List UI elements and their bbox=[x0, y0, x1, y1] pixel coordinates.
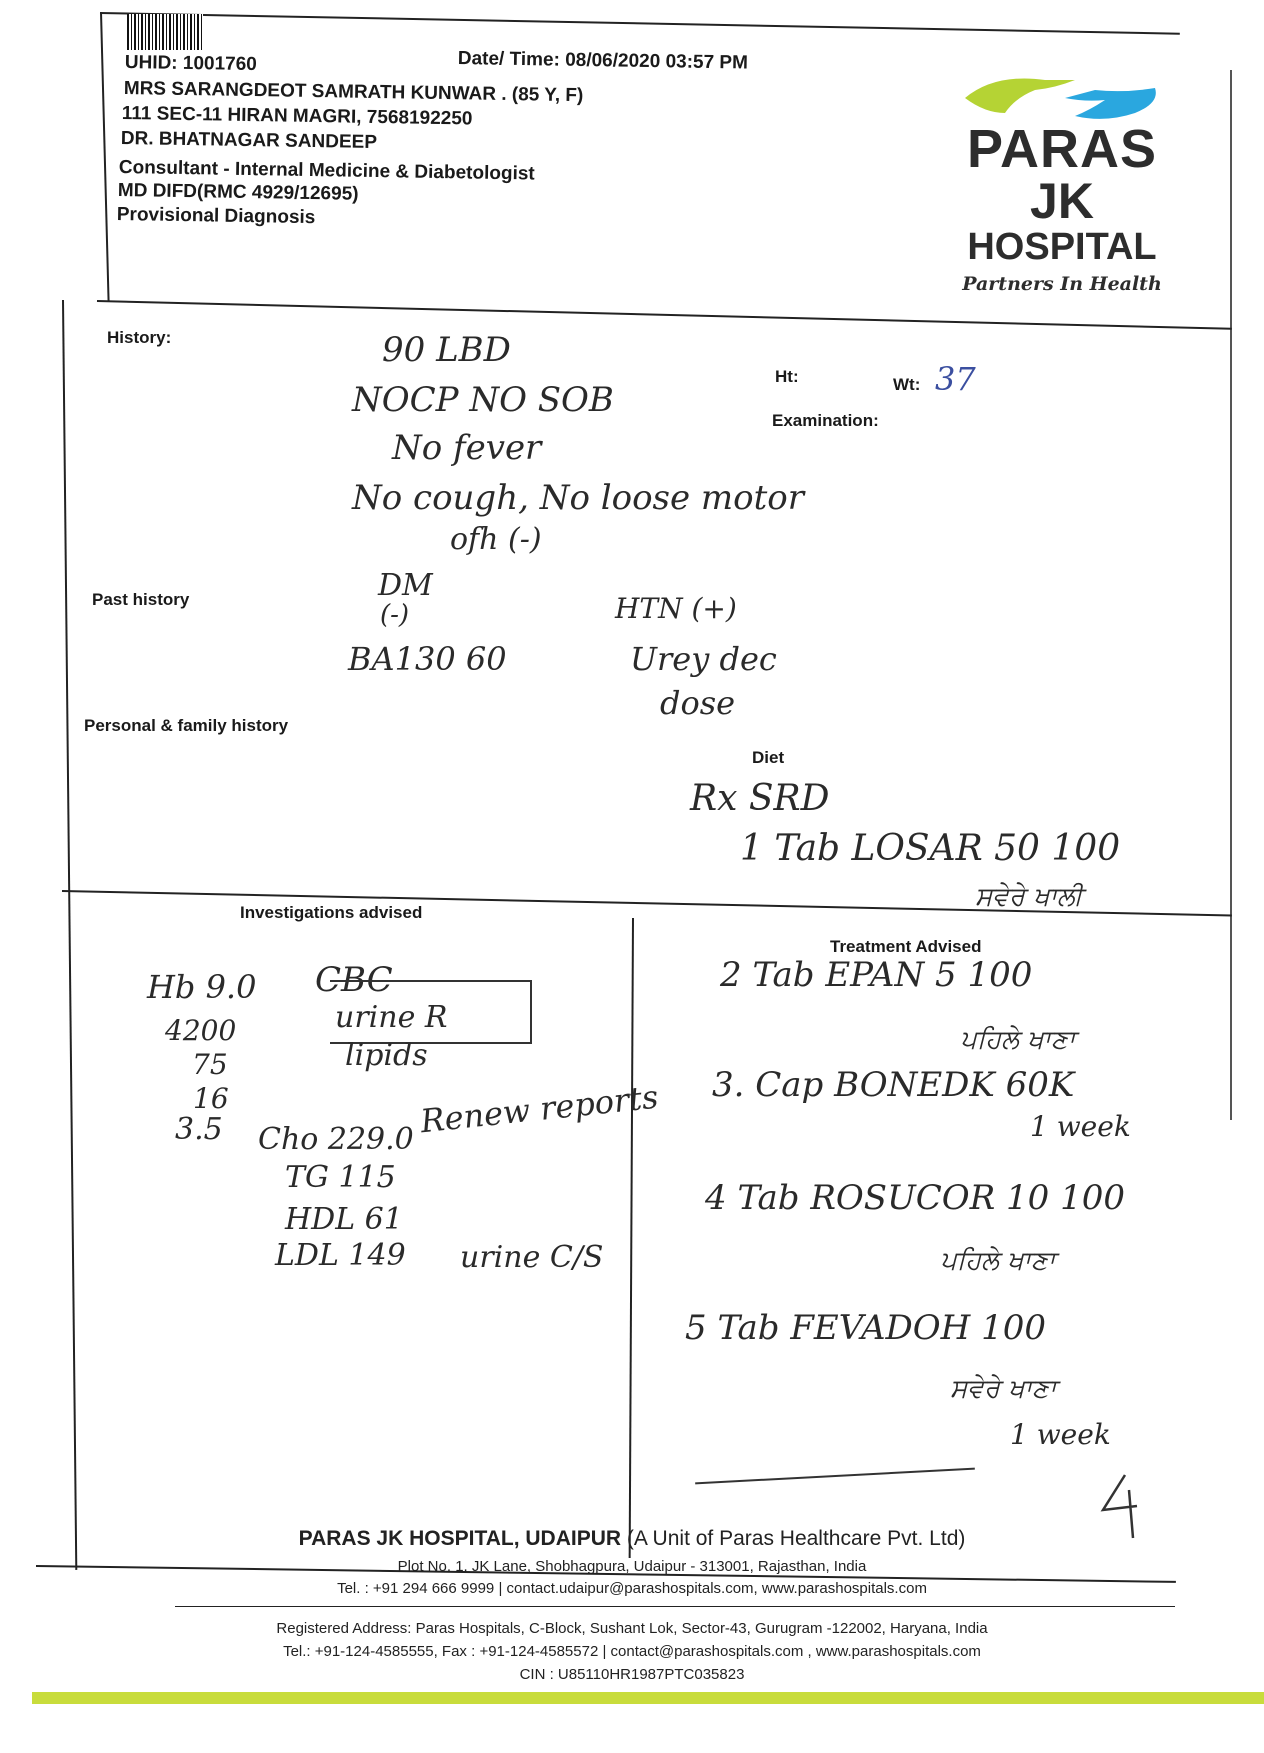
right-border bbox=[1230, 70, 1232, 1120]
logo-line-hospital: HOSPITAL bbox=[967, 226, 1157, 268]
past-history-line-3: BA130 60 bbox=[348, 640, 507, 678]
patient-name: MRS SARANGDEOT SAMRATH KUNWAR . (85 Y, F) bbox=[123, 78, 584, 107]
treatment-line-1: 2 Tab EPAN 5 100 bbox=[720, 955, 1033, 995]
hospital-logo bbox=[950, 68, 1170, 298]
left-border-lower bbox=[62, 300, 77, 1570]
treatment-line-6: ਪਹਿਲੇ ਖਾਣਾ bbox=[940, 1246, 1056, 1276]
barcode bbox=[127, 14, 203, 50]
footer-contact-2: Tel.: +91-124-4585555, Fax : +91-124-4585572 | contact@parashospitals.com , www.parashospitals.com bbox=[283, 1643, 981, 1660]
treatment-line-5: 4 Tab ROSUCOR 10 100 bbox=[705, 1178, 1126, 1218]
rx-line-2: 1 Tab LOSAR 50 100 bbox=[740, 828, 1121, 869]
inv-left-2: 4200 bbox=[165, 1014, 237, 1047]
header-divider bbox=[97, 300, 1232, 330]
inv-left-5: 3.5 bbox=[175, 1112, 223, 1147]
treatment-line-2: ਪਹਿਲੇ ਖਾਣਾ bbox=[960, 1025, 1076, 1055]
footer-contact: Tel. : +91 294 666 9999 | contact.udaipur@parashospitals.com, www.parashospitals.com bbox=[337, 1580, 927, 1597]
uhid: UHID: 1001760 bbox=[124, 52, 258, 76]
diet-label: Diet bbox=[752, 748, 785, 767]
treatment-line-7: 5 Tab FEVADOH 100 bbox=[685, 1308, 1047, 1348]
past-history-line-2: (-) bbox=[380, 600, 410, 630]
inv-right-4: Renew reports bbox=[418, 1077, 661, 1141]
treatment-line-8: ਸਵੇਰੇ ਖਾਣਾ bbox=[950, 1374, 1057, 1404]
inv-left-1: Hb 9.0 bbox=[147, 968, 257, 1006]
footer-cin: CIN : U85110HR1987PTC035823 bbox=[519, 1666, 745, 1683]
history-line-1: 90 LBD bbox=[382, 330, 511, 370]
treatment-line-3: 3. Cap BONEDK 60K bbox=[712, 1065, 1075, 1105]
provisional-diagnosis-label: Provisional Diagnosis bbox=[116, 204, 316, 229]
inv-left-3: 75 bbox=[192, 1048, 228, 1081]
top-border bbox=[100, 12, 1180, 35]
personal-family-history-label: Personal & family history bbox=[84, 716, 289, 735]
examination-label: Examination: bbox=[772, 411, 879, 430]
inv-right-2: urine R bbox=[335, 1000, 448, 1035]
inv-right-7: HDL 61 bbox=[285, 1202, 403, 1237]
date-time: Date/ Time: 08/06/2020 03:57 PM bbox=[457, 48, 749, 74]
logo-line-jk: JK bbox=[1030, 173, 1094, 229]
investigations-label: Investigations advised bbox=[240, 903, 423, 922]
inv-right-6: TG 115 bbox=[285, 1160, 396, 1195]
history-line-4: No cough, No loose motor bbox=[352, 478, 805, 518]
footer-accent-bar bbox=[32, 1692, 1264, 1704]
inv-left-4: 16 bbox=[193, 1082, 229, 1115]
column-divider bbox=[629, 918, 634, 1558]
doctor-designation: Consultant - Internal Medicine & Diabetologist bbox=[118, 157, 535, 185]
treatment-end-line bbox=[695, 1468, 975, 1485]
past-history-label: Past history bbox=[92, 590, 190, 609]
history-line-2: NOCP NO SOB bbox=[352, 380, 614, 420]
inv-right-3: lipids bbox=[345, 1038, 428, 1073]
rx-line-3: ਸਵੇਰੇ ਖਾਲੀ bbox=[975, 882, 1083, 912]
past-right-line-1: HTN (+) bbox=[615, 592, 737, 625]
history-line-3: No fever bbox=[392, 428, 542, 468]
inv-right-5: Cho 229.0 bbox=[258, 1122, 414, 1157]
rx-line-1: Rx SRD bbox=[690, 778, 830, 819]
history-label: History: bbox=[107, 328, 172, 347]
inv-right-8: LDL 149 bbox=[275, 1238, 406, 1273]
footer-line-2 bbox=[175, 1606, 1175, 1607]
footer-address: Plot No. 1, JK Lane, Shobhagpura, Udaipur - 313001, Rajasthan, India bbox=[397, 1558, 867, 1575]
footer-org-unit: (A Unit of Paras Healthcare Pvt. Ltd) bbox=[621, 1527, 966, 1550]
logo-line-paras: PARAS bbox=[966, 119, 1158, 179]
weight-value: 37 bbox=[935, 360, 976, 398]
doctor-qualification: MD DIFD(RMC 4929/12695) bbox=[117, 180, 359, 205]
footer-org-name: PARAS JK HOSPITAL, UDAIPUR bbox=[298, 1527, 622, 1550]
treatment-line-4: 1 week bbox=[1030, 1110, 1131, 1143]
patient-address: 111 SEC-11 HIRAN MAGRI, 7568192250 bbox=[121, 103, 473, 130]
inv-right-9: urine C/S bbox=[460, 1240, 604, 1275]
doctor-name: DR. BHATNAGAR SANDEEP bbox=[120, 128, 378, 154]
inv-right-1: CBC bbox=[315, 960, 393, 1000]
height-label: Ht: bbox=[775, 367, 799, 386]
past-right-line-3: dose bbox=[660, 684, 736, 722]
footer-registered-address: Registered Address: Paras Hospitals, C-Block, Sushant Lok, Sector-43, Gurugram -122002, Haryana, India bbox=[276, 1620, 988, 1637]
logo-tagline: Partners In Health bbox=[962, 273, 1162, 295]
treatment-label: Treatment Advised bbox=[830, 937, 982, 956]
footer-org bbox=[0, 1527, 1264, 1551]
past-history-line-1: DM bbox=[378, 568, 433, 603]
left-border bbox=[100, 12, 110, 302]
past-right-line-2: Urey dec bbox=[630, 640, 777, 678]
treatment-line-9: 1 week bbox=[1010, 1418, 1111, 1451]
history-line-5: ofh (-) bbox=[450, 522, 542, 557]
weight-label: Wt: bbox=[893, 375, 921, 394]
